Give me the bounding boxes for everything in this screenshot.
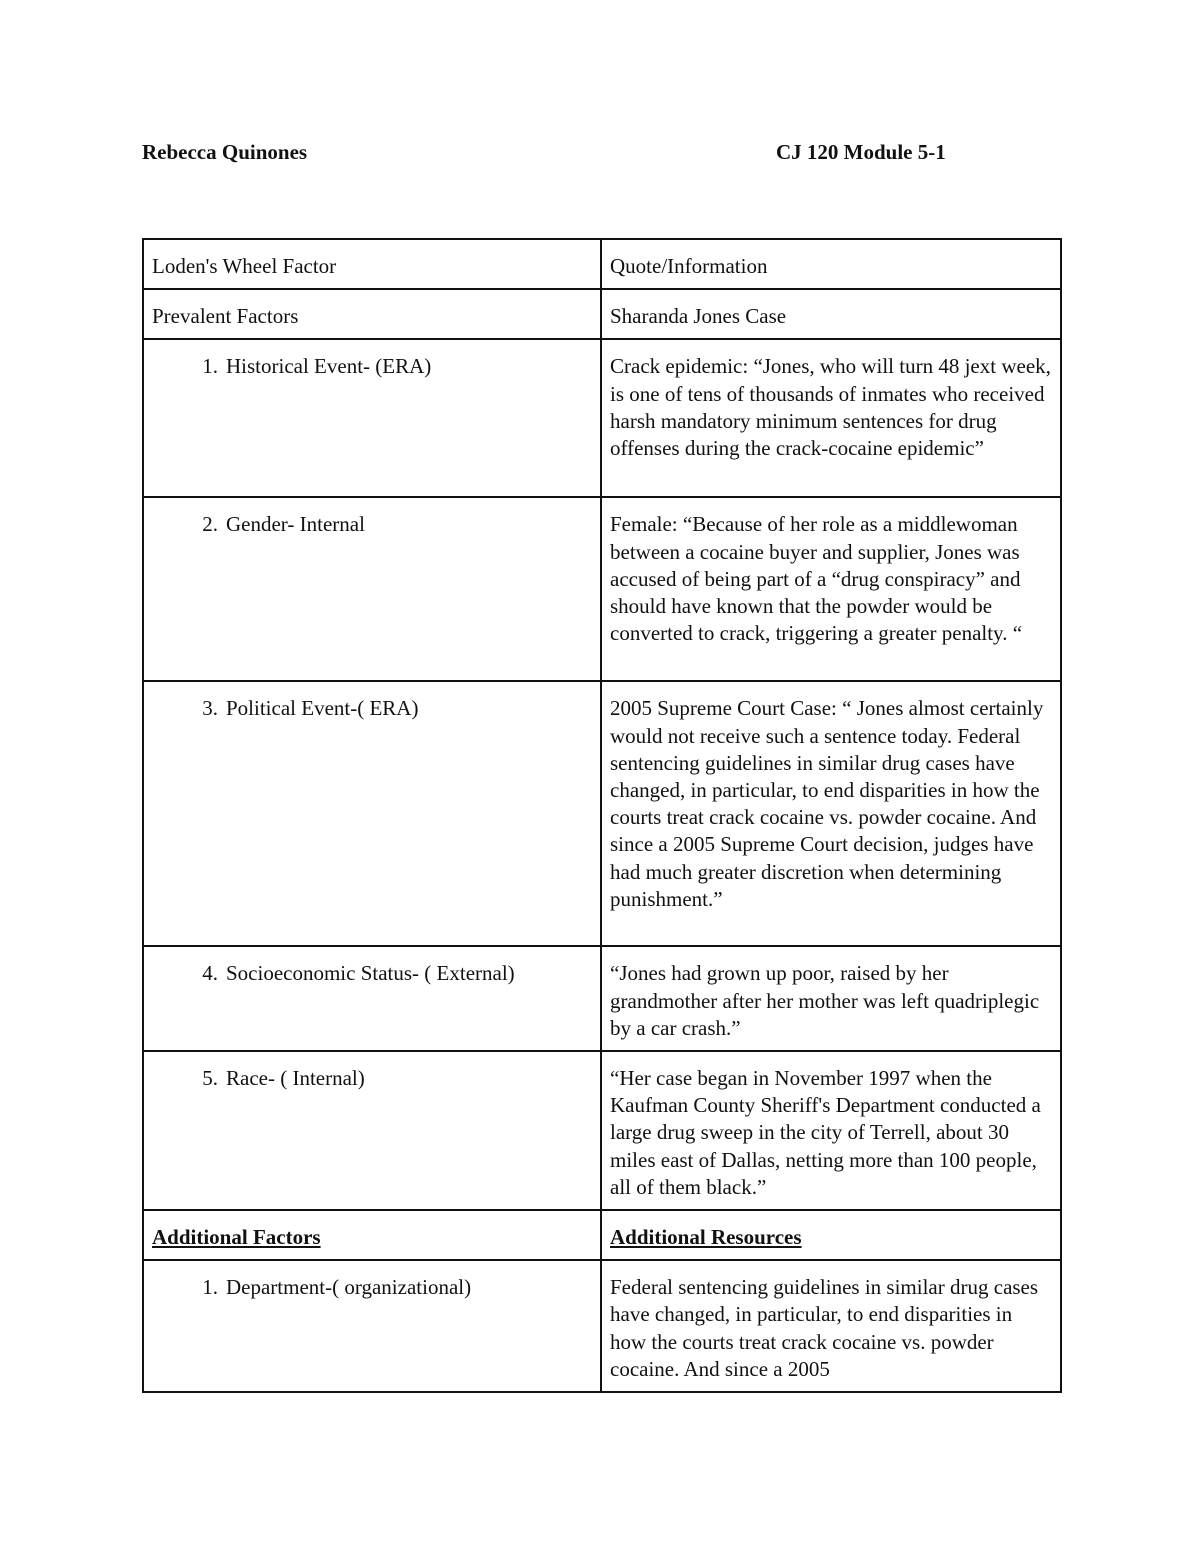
factor-label: Gender- Internal [226, 512, 365, 537]
table-row [143, 681, 1061, 946]
info-cell: Federal sentencing guidelines in similar drug cases have changed, in particular, to end disparities in how the courts treat crack cocaine vs. powder cocaine. And since a 2005 [601, 1260, 1061, 1392]
author-name: Rebecca Quinones [142, 140, 308, 164]
item-number: 2. [202, 512, 218, 537]
item-number: 4. [202, 961, 218, 986]
column-header-info: Quote/Information [601, 239, 1061, 289]
factor-cell [143, 339, 601, 497]
factor-cell [143, 946, 601, 1051]
item-number: 3. [202, 696, 218, 721]
table-row [143, 1051, 1061, 1210]
table-row [143, 946, 1061, 1051]
prevalent-factors-label: Prevalent Factors [143, 289, 601, 339]
table-row [143, 497, 1061, 681]
course-title: CJ 120 Module 5-1 [776, 140, 946, 164]
additional-header-row [143, 1210, 1061, 1260]
info-cell: Crack epidemic: “Jones, who will turn 48 jext week, is one of tens of thousands of inmates who received harsh mandatory minimum sentences for drug offenses during the crack-cocaine epidemic” [601, 339, 1061, 497]
additional-resources-label: Additional Resources [601, 1210, 1061, 1260]
table-row [143, 339, 1061, 497]
factor-label: Historical Event- (ERA) [226, 354, 432, 379]
info-cell: Female: “Because of her role as a middlewoman between a cocaine buyer and supplier, Jones was accused of being part of a “drug conspiracy” and should have known that the powder would be converted to crack, triggering a greater penalty. “ [601, 497, 1061, 681]
factor-table [142, 238, 1062, 1393]
factor-label: Political Event-( ERA) [226, 696, 419, 721]
item-number: 1. [202, 1275, 218, 1300]
item-number: 5. [202, 1066, 218, 1091]
factor-label: Race- ( Internal) [226, 1066, 365, 1091]
case-name: Sharanda Jones Case [601, 289, 1061, 339]
info-cell: “Jones had grown up poor, raised by her grandmother after her mother was left quadriplegic by a car crash.” [601, 946, 1061, 1051]
factor-cell [143, 1260, 601, 1392]
factor-label: Department-( organizational) [226, 1275, 472, 1300]
column-header-factor: Loden's Wheel Factor [143, 239, 601, 289]
info-cell: 2005 Supreme Court Case: “ Jones almost certainly would not receive such a sentence today. Federal sentencing guidelines in similar drug cases have changed, in particular, to end disparities in how the courts treat crack cocaine vs. powder cocaine. And since a 2005 Supreme Court decision, judges have had much greater discretion when determining punishment.” [601, 681, 1061, 946]
factor-cell [143, 497, 601, 681]
item-number: 1. [202, 354, 218, 379]
factor-label: Socioeconomic Status- ( External) [226, 961, 515, 986]
info-cell: “Her case began in November 1997 when the Kaufman County Sheriff's Department conducted a large drug sweep in the city of Terrell, about 30 miles east of Dallas, netting more than 100 people, all of them black.” [601, 1051, 1061, 1210]
factor-cell [143, 681, 601, 946]
factor-cell [143, 1051, 601, 1210]
table-header-row [143, 239, 1061, 289]
case-row [143, 289, 1061, 339]
additional-factors-label: Additional Factors [143, 1210, 601, 1260]
table-row [143, 1260, 1061, 1392]
